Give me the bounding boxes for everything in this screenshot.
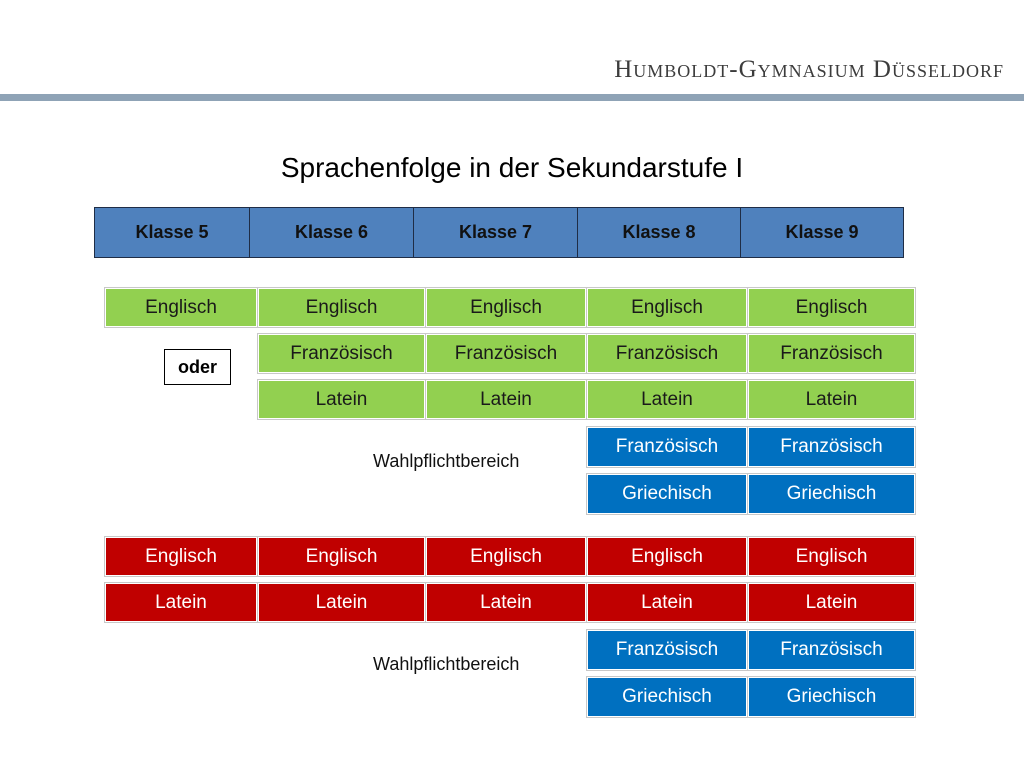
grade-header-7: Klasse 7 [414,207,578,258]
g1-franzoesisch-6: Französisch [257,333,426,374]
oder-label: oder [164,349,231,385]
g1-wp-franzoesisch-8: Französisch [586,426,748,468]
page-title: Sprachenfolge in der Sekundarstufe I [280,152,744,183]
g1-englisch-6: Englisch [257,287,426,328]
grade-header-8: Klasse 8 [578,207,741,258]
header-divider [0,94,1024,101]
g1-franzoesisch-8: Französisch [586,333,748,374]
g2-wp-franzoesisch-8: Französisch [586,629,748,671]
g1-franzoesisch-9: Französisch [747,333,916,374]
g2-englisch-7: Englisch [425,536,587,577]
g2-englisch-8: Englisch [586,536,748,577]
g1-latein-7: Latein [425,379,587,420]
grade-header-6: Klasse 6 [250,207,414,258]
g1-englisch-9: Englisch [747,287,916,328]
grade-header-5: Klasse 5 [94,207,250,258]
g1-englisch-8: Englisch [586,287,748,328]
g1-latein-8: Latein [586,379,748,420]
g1-latein-9: Latein [747,379,916,420]
g1-englisch-5: Englisch [104,287,258,328]
g2-latein-9: Latein [747,582,916,623]
g2-wahlpflicht-label: Wahlpflichtbereich [373,654,520,674]
g2-latein-5: Latein [104,582,258,623]
g2-wp-franzoesisch-9: Französisch [747,629,916,671]
g2-latein-6: Latein [257,582,426,623]
g1-wp-griechisch-9: Griechisch [747,473,916,515]
g2-englisch-9: Englisch [747,536,916,577]
g1-wahlpflicht-label: Wahlpflichtbereich [373,451,520,471]
g2-latein-7: Latein [425,582,587,623]
g1-englisch-7: Englisch [425,287,587,328]
g1-wp-griechisch-8: Griechisch [586,473,748,515]
school-name: Humboldt-Gymnasium Düsseldorf [614,56,1004,83]
g1-franzoesisch-7: Französisch [425,333,587,374]
g2-wp-griechisch-9: Griechisch [747,676,916,718]
g1-wp-franzoesisch-9: Französisch [747,426,916,468]
g2-latein-8: Latein [586,582,748,623]
g2-englisch-5: Englisch [104,536,258,577]
grade-header-9: Klasse 9 [741,207,904,258]
g1-latein-6: Latein [257,379,426,420]
g2-englisch-6: Englisch [257,536,426,577]
g2-wp-griechisch-8: Griechisch [586,676,748,718]
